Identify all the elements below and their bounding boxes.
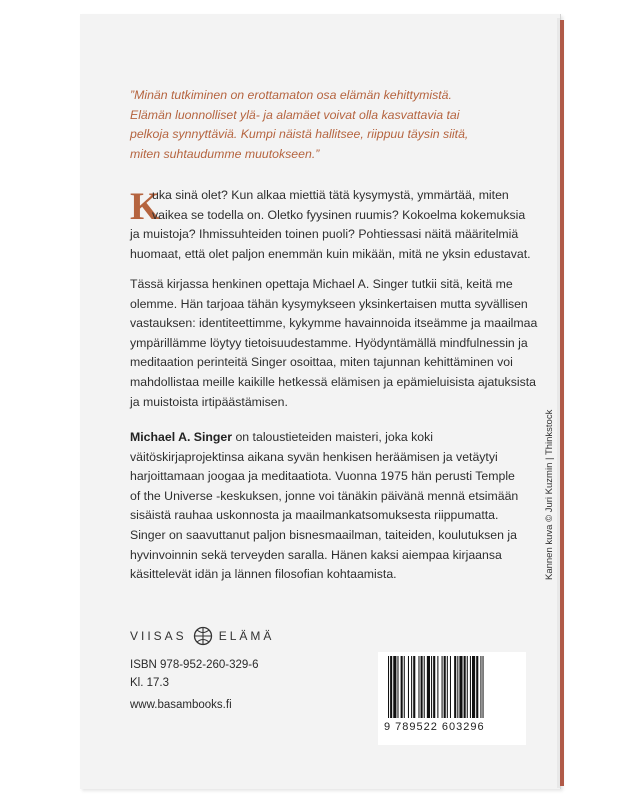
- text-line: hyvinvoinnin sekä terveyden saralla. Hänen kaksi aiempaa kirjaansa: [130, 547, 502, 562]
- isbn: ISBN 978-952-260-329-6: [130, 659, 259, 671]
- text-line: sisäistä rauhaa uskonnosta ja maailmankatsomuksesta riippumatta.: [130, 508, 499, 523]
- author-name: Michael A. Singer: [130, 430, 233, 444]
- barcode-number: 9 789522 603296: [384, 721, 485, 733]
- text-line: väitöskirjaprojektinsa aikana syvän henkisen heräämisen ja vetäytyi: [130, 449, 498, 464]
- quote-line: ”Minän tutkiminen on erottamaton osa elämän kehittymistä.: [130, 88, 452, 102]
- author-bio-paragraph: [130, 428, 530, 585]
- text-line: [130, 428, 530, 448]
- text-line: huomaat, että olet paljon enemmän kuin mikään, mitä ne yksin edustavat.: [130, 246, 531, 261]
- quote-line: pelkoja synnyttäviä. Kumpi näistä hallitsee, riippuu täysin siitä,: [130, 127, 469, 142]
- text-line: Singer on saavuttanut paljon bisnesmaailman, taiteiden, koulutuksen ja: [130, 527, 517, 542]
- text-line: of the Universe -keskuksen, jonne voi tänäkin päivänä mennä etsimään: [130, 488, 519, 503]
- quote-line: Elämän luonnolliset ylä- ja alamäet voivat olla kasvattavia tai: [130, 107, 460, 122]
- description-paragraph: [130, 275, 538, 412]
- text-line: käsittelevät idän ja lännen filosofian kohtaamista.: [130, 567, 397, 582]
- text-line: ympärillämme löytyy tietoisuudestamme. Hyödyntämällä mindfulnessin ja: [130, 335, 528, 350]
- text-line: vaikea se todella on. Oletko fyysinen ruumis? Kokoelma kokemuksia: [152, 207, 526, 222]
- spine-edge: [560, 20, 564, 786]
- bio-first-line: on taloustieteiden maisteri, joka koki: [232, 430, 434, 444]
- barcode: [388, 656, 518, 718]
- text-line: Tässä kirjassa henkinen opettaja Michael A. Singer tutkii sitä, keitä me: [130, 277, 513, 291]
- publisher-logo: [130, 625, 274, 647]
- text-line: vastauksen: identiteettimme, kykymme havainnoida itseämme ja maailmaa: [130, 316, 538, 331]
- text-line: uka sinä olet? Kun alkaa miettiä tätä kysymystä, ymmärtää, miten: [152, 188, 509, 202]
- intro-paragraph: [130, 186, 530, 264]
- quote-line: miten suhtaudumme muutokseen.”: [130, 146, 320, 161]
- publisher-website: www.basambooks.fi: [130, 699, 232, 711]
- text-line: harjoittamaan joogaa ja meditaatiota. Vuonna 1975 hän perusti Temple: [130, 469, 515, 484]
- pull-quote: [130, 86, 530, 164]
- publisher-name-right: ELÄMÄ: [218, 629, 275, 643]
- text-line: mahdollistaa meille kaikille hetkessä elämisen ja epämieluisista ajatuksista: [130, 374, 536, 389]
- circular-knot-icon: [193, 626, 213, 646]
- publisher-name-left: VIISAS: [130, 629, 187, 643]
- text-line: meditaation perinteitä Singer osoittaa, miten tajunnan kehittäminen voi: [130, 355, 513, 370]
- classification: Kl. 17.3: [130, 677, 169, 689]
- drop-cap: K: [130, 185, 161, 228]
- text-line: ja muistoja? Ihmissuhteiden toinen puoli? Pohtiessasi näitä määritelmiä: [130, 227, 519, 242]
- text-line: ja muistoista irtipäästämisen.: [130, 394, 288, 409]
- text-line: olemme. Hän tarjoaa tähän kysymykseen yksinkertaisen mutta syvällisen: [130, 296, 528, 311]
- cover-photo-credit: Kannen kuva © Juri Kuzmin | Thinkstock: [544, 409, 555, 580]
